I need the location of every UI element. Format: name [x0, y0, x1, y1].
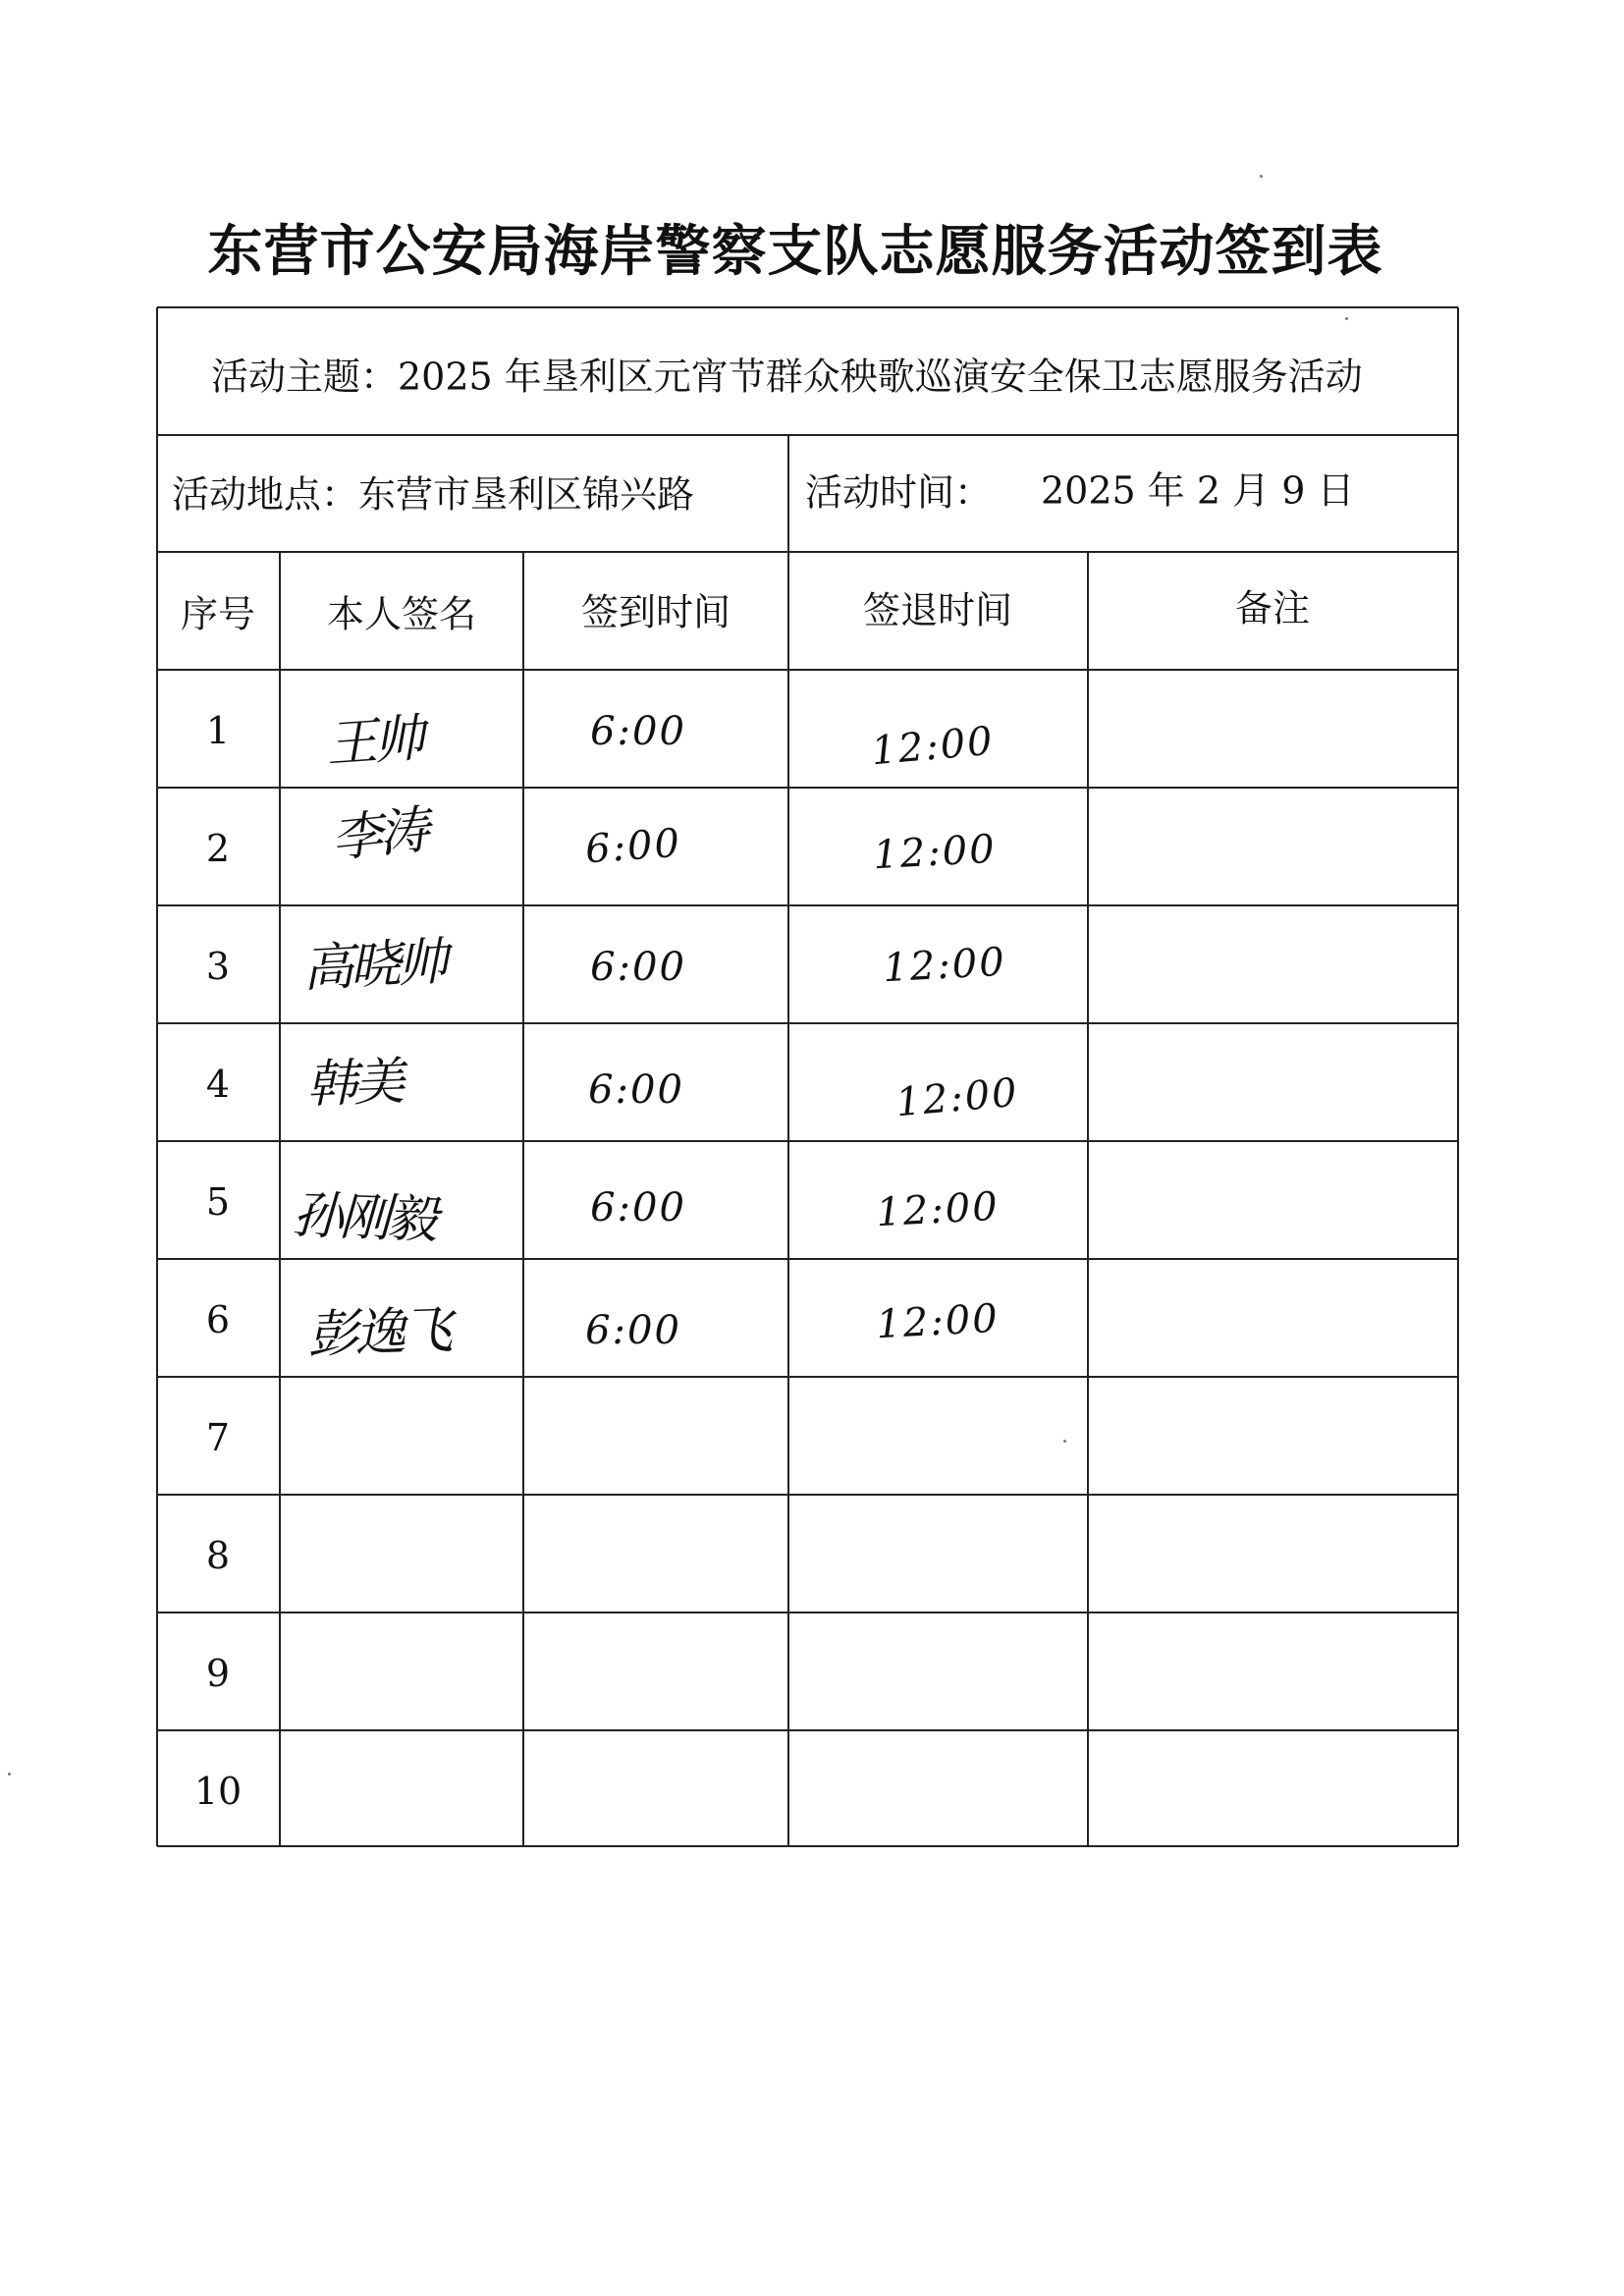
- row-number: 6: [205, 1298, 231, 1341]
- header-no: 序号: [180, 592, 256, 636]
- activity-time-label: 活动时间：: [805, 470, 993, 515]
- scan-speck: [1260, 175, 1263, 178]
- header-signature: 本人签名: [326, 592, 477, 636]
- handwritten-sign-in-time: 6:00: [585, 1308, 681, 1353]
- handwritten-sign-out-time: 12:00: [875, 1183, 1001, 1236]
- scan-speck: [1345, 317, 1348, 320]
- handwritten-signature: 李涛: [328, 800, 429, 870]
- header-sign-out: 签退时间: [862, 588, 1013, 632]
- row-number: 4: [205, 1063, 231, 1106]
- header-sign-in: 签到时间: [580, 590, 731, 634]
- handwritten-signature: 高晓帅: [300, 932, 446, 1000]
- scan-speck: [1063, 1440, 1066, 1443]
- handwritten-sign-in-time: 6:00: [588, 1067, 684, 1113]
- handwritten-sign-out-time: 12:00: [875, 1295, 1001, 1348]
- handwritten-sign-in-time: 6:00: [590, 1185, 686, 1230]
- row-number: 5: [205, 1180, 231, 1224]
- handwritten-signature: 王帅: [324, 709, 423, 775]
- scan-speck: [8, 1773, 11, 1776]
- header-remark: 备注: [1234, 586, 1311, 630]
- row-number: 1: [205, 709, 231, 752]
- row-number: 3: [205, 945, 231, 988]
- row-number: 10: [193, 1770, 243, 1813]
- activity-time-value: 2025 年 2 月 9 日: [1041, 468, 1355, 513]
- handwritten-sign-in-time: 6:00: [583, 820, 683, 873]
- row-number: 7: [205, 1416, 231, 1459]
- row-number: 9: [205, 1652, 231, 1695]
- page-title: 东营市公安局海岸警察支队志愿服务活动签到表: [207, 220, 1383, 284]
- row-number: 2: [205, 827, 231, 870]
- handwritten-sign-in-time: 6:00: [590, 945, 686, 990]
- activity-theme: 活动主题：2025 年垦利区元宵节群众秧歌巡演安全保卫志愿服务活动: [211, 355, 1363, 399]
- activity-location: 活动地点：东营市垦利区锦兴路: [172, 472, 695, 517]
- row-number: 8: [205, 1534, 231, 1577]
- handwritten-sign-out-time: 12:00: [893, 1069, 1021, 1126]
- handwritten-signature: 韩美: [305, 1052, 403, 1116]
- handwritten-sign-out-time: 12:00: [869, 718, 997, 775]
- handwritten-signature: 孙刚毅: [291, 1186, 435, 1250]
- handwritten-signature: 彭逸飞: [306, 1301, 451, 1365]
- handwritten-sign-in-time: 6:00: [590, 709, 686, 754]
- handwritten-sign-out-time: 12:00: [882, 939, 1007, 992]
- handwritten-sign-out-time: 12:00: [872, 826, 998, 879]
